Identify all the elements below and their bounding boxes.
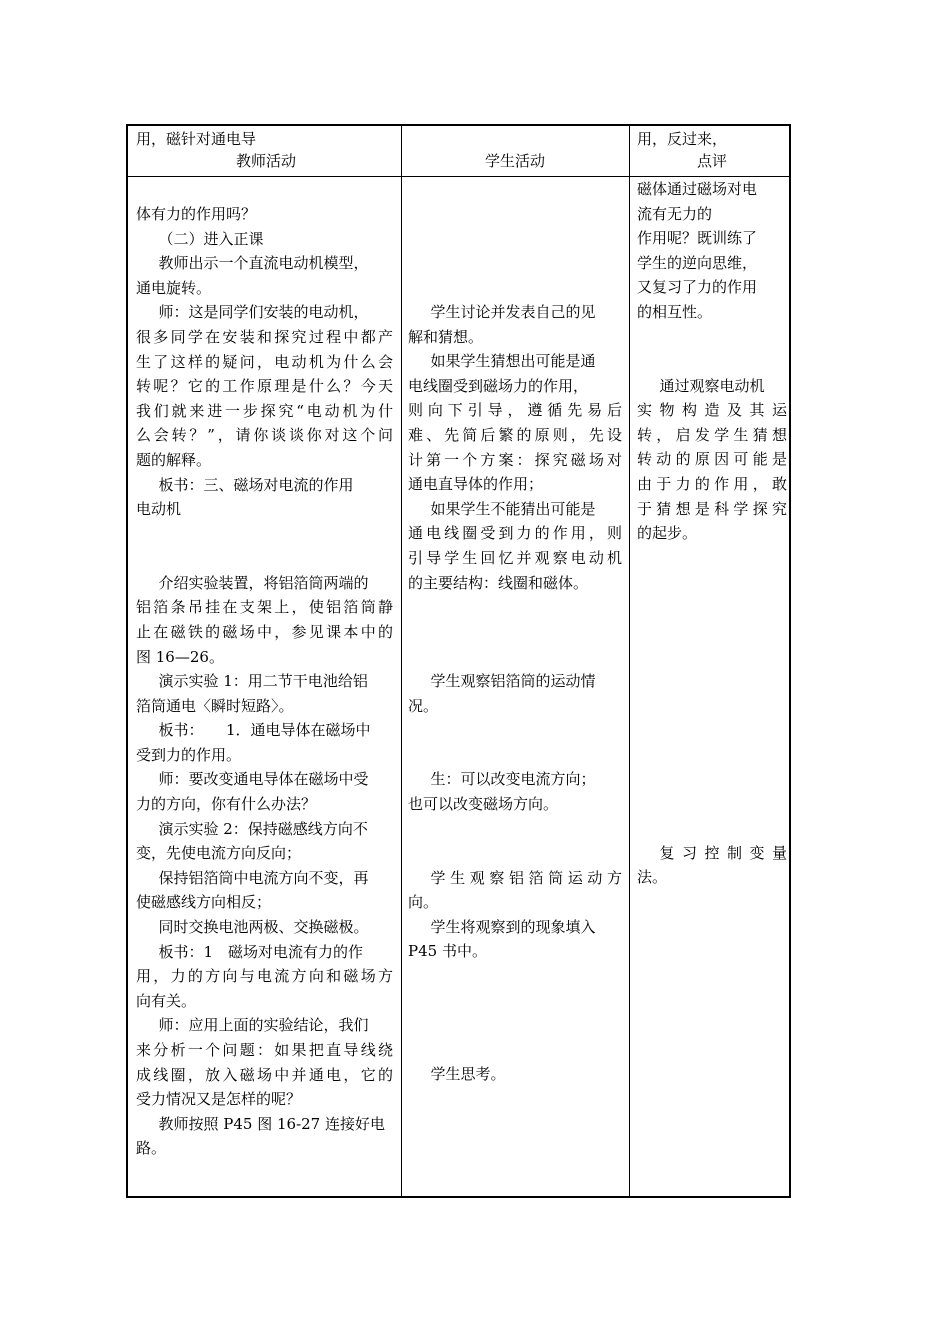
teacher-line: 变，先使电流方向反向；	[136, 844, 302, 863]
column-divider	[629, 126, 630, 1196]
student-line: 如果学生猜想出可能是通	[430, 352, 596, 371]
teacher-line: 师：这是同学们安装的电动机，	[158, 303, 369, 322]
column-divider	[401, 126, 402, 1196]
header-comment	[637, 128, 787, 172]
student-line: 如果学生不能猜出可能是	[430, 499, 596, 518]
teacher-line: 转呢？它的工作原理是什么？今天	[136, 377, 393, 396]
teacher-line: 教师出示一个直流电动机模型，	[158, 254, 369, 273]
comment-line: 的相互性。	[637, 302, 713, 321]
teacher-line: 板书：1 磁场对电流有力的作	[158, 942, 364, 961]
teacher-line: 板书： 1．通电导体在磁场中	[158, 721, 371, 740]
teacher-line: 演示实验 1：用二节干电池给铝	[158, 672, 368, 691]
comment-line: 转，启发学生猜想	[637, 425, 787, 444]
student-line: 也可以改变磁场方向。	[408, 794, 559, 813]
comment-line: 流有无力的	[637, 204, 713, 223]
teacher-line: 我们就来进一步探究“电动机为什	[136, 401, 393, 420]
teacher-line: 受力情况又是怎样的呢？	[136, 1090, 302, 1109]
header-comment-continuation: 用，反过来，	[637, 130, 728, 148]
teacher-line: 题的解释。	[136, 450, 212, 469]
teacher-line: 电动机	[136, 500, 182, 519]
teacher-activity-cell	[136, 202, 393, 1161]
student-line: 引导学生回忆并观察电动机	[408, 548, 622, 567]
student-line: 通电直导体的作用；	[408, 475, 544, 494]
header-comment-title: 点评	[696, 152, 727, 170]
student-activity-cell	[408, 300, 622, 1086]
teacher-line: 生了这样的疑问，电动机为什么会	[136, 352, 393, 371]
comment-line: 磁体通过磁场对电	[637, 180, 758, 198]
student-line: 学生观察铝箔筒运动方	[430, 868, 622, 887]
teacher-line: 师：应用上面的实验结论，我们	[158, 1016, 369, 1035]
student-line: 学生观察铝箔筒的运动情	[430, 672, 596, 691]
teacher-line: 成线圈，放入磁场中并通电，它的	[136, 1065, 393, 1084]
teacher-line: 师：要改变通电导体在磁场中受	[158, 770, 369, 789]
teacher-line: 通电旋转。	[136, 278, 212, 297]
lesson-table	[126, 124, 791, 1198]
comment-line: 学生的逆向思维，	[637, 253, 758, 272]
teacher-line: 用，力的方向与电流方向和磁场方	[136, 967, 393, 986]
student-line: 难、先简后繁的原则，先设	[408, 425, 622, 444]
teacher-line: 教师按照 P45 图 16-27 连接好电	[158, 1114, 385, 1133]
student-line: P45 书中。	[408, 942, 487, 961]
comment-line: 复习控制变量	[659, 843, 787, 862]
comment-cell	[637, 177, 787, 890]
student-line: 向。	[408, 893, 439, 912]
student-line: 学生讨论并发表自己的见	[430, 303, 596, 321]
teacher-line: 么会转？”，请你谈谈你对这个问	[136, 426, 393, 445]
teacher-line: （二）进入正课	[158, 229, 264, 248]
header-student-title: 学生活动	[484, 152, 545, 170]
comment-line: 的起步。	[637, 524, 698, 543]
comment-line: 作用呢？既训练了	[637, 229, 758, 248]
teacher-line: 图 16—26。	[136, 647, 224, 666]
comment-line: 法。	[637, 868, 668, 887]
comment-line: 实物构造及其运	[637, 401, 787, 420]
teacher-line: 介绍实验装置，将铝箔筒两端的	[158, 573, 369, 592]
teacher-line: 板书：三、磁场对电流的作用	[158, 475, 354, 494]
student-line: 解和猜想。	[408, 327, 484, 346]
teacher-line: 来分析一个问题：如果把直导线绕	[136, 1041, 393, 1059]
comment-line: 于猜想是科学探究	[637, 499, 787, 518]
teacher-line: 使磁感线方向相反；	[136, 893, 272, 912]
teacher-line: 向有关。	[136, 991, 197, 1010]
student-line: 学生将观察到的现象填入	[430, 917, 596, 936]
teacher-line: 止在磁铁的磁场中，参见课本中的	[136, 622, 393, 641]
teacher-line: 力的方向，你有什么办法？	[136, 795, 317, 814]
student-line: 计第一个方案：探究磁场对	[408, 450, 622, 469]
teacher-line: 路。	[136, 1139, 167, 1158]
teacher-line: 铝箔条吊挂在支架上，使铝箔筒静	[136, 598, 393, 617]
comment-line: 通过观察电动机	[659, 376, 765, 395]
comment-line: 转动的原因可能是	[637, 450, 787, 469]
teacher-line: 箔筒通电〈瞬时短路〉。	[136, 696, 294, 715]
header-teacher	[136, 128, 396, 172]
comment-line: 由于力的作用，敢	[637, 474, 787, 493]
student-line: 通电线圈受到力的作用，则	[408, 524, 622, 543]
header-student	[408, 150, 622, 172]
student-line: 则向下引导，遵循先易后	[408, 401, 622, 420]
teacher-line: 体有力的作用吗？	[136, 205, 257, 223]
teacher-line: 受到力的作用。	[136, 745, 242, 764]
teacher-line: 很多同学在安装和探究过程中都产	[136, 327, 393, 346]
teacher-line: 同时交换电池两极、交换磁极。	[158, 918, 369, 937]
comment-line: 又复习了力的作用	[637, 278, 758, 297]
student-line: 的主要结构：线圈和磁体。	[408, 573, 589, 592]
teacher-line: 演示实验 2：保持磁感线方向不	[158, 819, 368, 838]
header-teacher-title: 教师活动	[235, 152, 296, 170]
student-line: 况。	[408, 696, 439, 715]
student-line: 学生思考。	[430, 1064, 506, 1083]
header-teacher-continuation: 用，磁针对通电导	[136, 130, 257, 148]
student-line: 生：可以改变电流方向；	[430, 770, 596, 789]
teacher-line: 保持铝箔筒中电流方向不变，再	[158, 868, 369, 887]
student-line: 电线圈受到磁场力的作用，	[408, 376, 589, 395]
